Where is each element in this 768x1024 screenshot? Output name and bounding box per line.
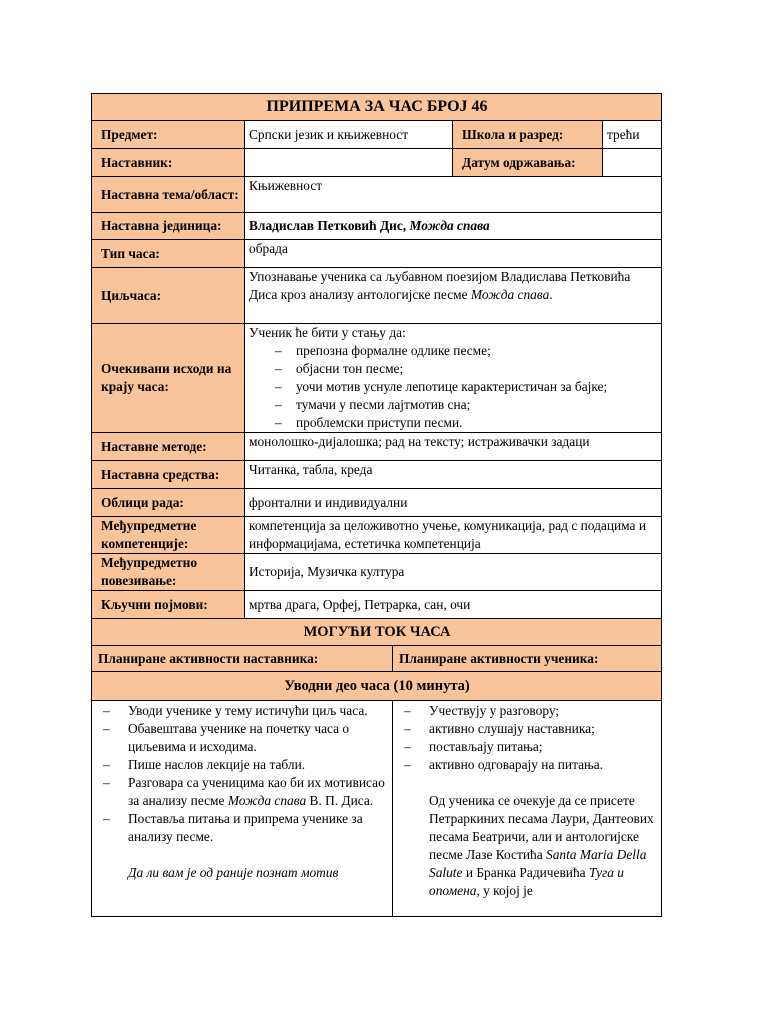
goal-row xyxy=(92,268,662,324)
title-row xyxy=(92,94,662,121)
cross-comp-label: Међупредметне компетенције: xyxy=(92,517,245,554)
teacher-item-poem-title: Можда спава xyxy=(227,793,307,808)
student-expectation xyxy=(397,792,658,900)
topic-label: Наставна тема/област: xyxy=(92,177,245,213)
goal-poem-title: Можда спава xyxy=(470,287,550,302)
teacher-activities-header: Планиране активности наставника: xyxy=(92,646,393,672)
teacher-question: Да ли вам је од раније познат мотив xyxy=(128,865,339,880)
subject-value: Српски језик и књижевност xyxy=(245,121,453,149)
teacher-label: Наставник: xyxy=(92,149,245,177)
student-poem-title-2: Туга и опомена xyxy=(429,865,625,898)
student-expectation-text: Од ученика се очекује да се присете Петраркиних песама Лаури, Дантеових песама Беатричи, али и антологијске песме Лазе Костића xyxy=(429,793,654,862)
student-activities xyxy=(393,701,662,917)
unit-author: Владислав Петковић Дис, xyxy=(249,218,410,233)
list-item: – постављају питања; xyxy=(397,738,658,756)
cross-comp-row xyxy=(92,517,662,554)
lesson-plan-document xyxy=(91,93,661,917)
forms-label: Облици рада: xyxy=(92,489,245,517)
methods-value: монолошко-дијалошка; рад на тексту; истраживачки задаци xyxy=(245,433,662,461)
methods-row xyxy=(92,433,662,461)
forms-value: фронтални и индивидуални xyxy=(245,489,662,517)
goal-text: Упознавање ученика са љубавном поезијом Владислава Петковића Диса кроз анализу антологијске песме xyxy=(249,269,631,302)
student-activities-list xyxy=(397,702,658,774)
intro-heading: Уводни део часа (10 минута) xyxy=(92,672,662,701)
date-label: Датум одржавања: xyxy=(453,149,603,177)
list-item: – тумачи у песми лајтмотив сна; xyxy=(249,396,658,414)
cross-link-value: Историја, Музичка култура xyxy=(245,554,662,591)
forms-row xyxy=(92,489,662,517)
outcomes-value xyxy=(245,324,662,433)
goal-value xyxy=(245,268,662,324)
key-terms-value: мртва драга, Орфеј, Петрарка, сан, очи xyxy=(245,591,662,619)
list-item: – Учествују у разговору; xyxy=(397,702,658,720)
page-title: ПРИПРЕМА ЗА ЧАС БРОЈ 46 xyxy=(92,94,662,121)
date-value xyxy=(603,149,662,177)
key-terms-row xyxy=(92,591,662,619)
outcomes-list xyxy=(249,342,658,432)
outcomes-row xyxy=(92,324,662,433)
activities-header-row xyxy=(92,646,662,672)
school-label: Школа и разред: xyxy=(453,121,603,149)
student-expectation-text-3: , у којој је xyxy=(476,883,533,898)
list-item: – проблемски приступи песми. xyxy=(249,414,658,432)
list-item: – Уводи ученике у тему истичући циљ часа. xyxy=(96,702,389,720)
means-label: Наставна средства: xyxy=(92,461,245,489)
list-item: – Обавештава ученике на почетку часа о циљевима и исходима. xyxy=(96,720,389,756)
topic-value: Књижевност xyxy=(245,177,662,213)
student-poem-title-1: Santa Maria Della Salute xyxy=(429,847,647,880)
goal-end: . xyxy=(549,287,553,302)
type-label: Тип часа: xyxy=(92,240,245,268)
outcomes-label: Очекивани исходи на крају часа: xyxy=(92,324,245,433)
cross-comp-value: компетенција за целоживотно учење, комуникација, рад с подацима и информацијама, естетичка компетенција xyxy=(245,517,662,554)
teacher-item-author: В. П. Диса. xyxy=(306,793,374,808)
teacher-activities-list xyxy=(96,702,389,846)
type-value: обрада xyxy=(245,240,662,268)
teacher-item-text: Разговара са ученицима као би их мотивисао за анализу песме xyxy=(128,775,385,808)
list-item: – уочи мотив уснуле лепотице карактеристичан за бајке; xyxy=(249,378,658,396)
subject-row xyxy=(92,121,662,149)
unit-poem-title: Можда спава xyxy=(409,218,490,233)
list-item: – препозна формалне одлике песме; xyxy=(249,342,658,360)
unit-row xyxy=(92,213,662,240)
means-value: Читанка, табла, креда xyxy=(245,461,662,489)
means-row xyxy=(92,461,662,489)
list-item: – Поставља питања и припрема ученике за анализу песме. xyxy=(96,810,389,846)
unit-label: Наставна јединица: xyxy=(92,213,245,240)
cross-link-label: Међупредметно повезивање: xyxy=(92,554,245,591)
list-item xyxy=(96,774,389,810)
unit-value xyxy=(245,213,662,240)
topic-row xyxy=(92,177,662,213)
type-row xyxy=(92,240,662,268)
teacher-row xyxy=(92,149,662,177)
flow-heading-row xyxy=(92,619,662,646)
cross-link-row xyxy=(92,554,662,591)
flow-heading: МОГУЋИ ТОК ЧАСА xyxy=(92,619,662,646)
teacher-activities xyxy=(92,701,393,917)
intro-heading-row xyxy=(92,672,662,701)
list-item: – Пише наслов лекције на табли. xyxy=(96,756,389,774)
outcomes-intro: Ученик ће бити у стању да: xyxy=(249,325,406,340)
list-item: – активно одговарају на питања. xyxy=(397,756,658,774)
subject-label: Предмет: xyxy=(92,121,245,149)
methods-label: Наставне методе: xyxy=(92,433,245,461)
list-item: – објасни тон песме; xyxy=(249,360,658,378)
lesson-plan-table xyxy=(91,93,662,917)
key-terms-label: Кључни појмови: xyxy=(92,591,245,619)
goal-label: Циљчаса: xyxy=(92,268,245,324)
list-item: – активно слушају наставника; xyxy=(397,720,658,738)
student-activities-header: Планиране активности ученика: xyxy=(393,646,662,672)
school-value: трећи xyxy=(603,121,662,149)
teacher-value xyxy=(245,149,453,177)
intro-activities-row xyxy=(92,701,662,917)
student-expectation-text-2: и Бранка Радичевића xyxy=(462,865,589,880)
